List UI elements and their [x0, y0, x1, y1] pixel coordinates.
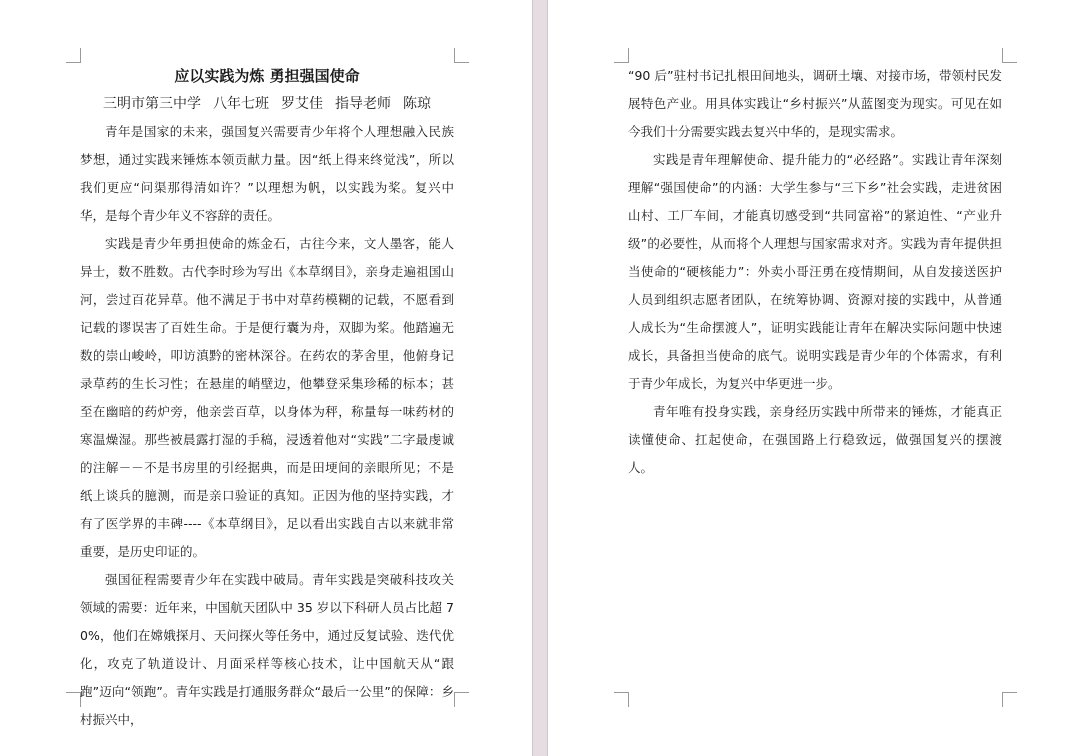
school-name: 三明市第三中学	[103, 96, 201, 112]
class-name: 八年七班	[213, 96, 269, 112]
paragraph-continued: “90 后”驻村书记扎根田间地头，调研土壤、对接市场，带领村民发展特色产业。用具体实践让“乡村振兴”从蓝图变为现实。可见在如今我们十分需要实践去复兴中华的，是现实需求。	[628, 68, 1002, 139]
page-right-content	[628, 62, 1002, 482]
corner-mark-top-left	[66, 48, 81, 63]
corner-mark-bottom-right	[1002, 692, 1017, 707]
corner-mark-bottom-right	[454, 692, 469, 707]
page-left-content	[80, 62, 454, 734]
paragraph: 实践是青年理解使命、提升能力的“必经路”。实践让青年深刻理解“强国使命”的内涵：大学生参与“三下乡”社会实践，走进贫困山村、工厂车间，才能真切感受到“共同富裕”的紧迫性、“产业升级”的必要性，从而将个人理想与国家需求对齐。实践为青年提供担当使命的“硬核能力”：外卖小哥汪勇在疫情期间，从自发接送医护人员到组织志愿者团队，在统筹协调、资源对接的实践中，从普通人成长为“生命摆渡人”，证明实践能让青年在解决实际问题中快速成长，具备担当使命的底气。说明实践是青少年的个体需求，有利于青少年成长，为复兴中华更进一步。	[628, 152, 1002, 391]
page-left	[0, 0, 532, 756]
corner-mark-bottom-left	[66, 692, 81, 707]
paragraph: 实践是青少年勇担使命的炼金石，古往今来，文人墨客，能人异士，数不胜数。古代李时珍为写出《本草纲目》，亲身走遍祖国山河，尝过百花异草。他不满足于书中对草药模糊的记载，不愿看到记载的谬误害了百姓生命。于是便行囊为舟，双脚为桨。他踏遍无数的崇山峻岭，叩访滇黔的密林深谷。在药农的茅舍里，他俯身记录草药的生长习性；在悬崖的峭壁边，他攀登采集珍稀的标本；甚至在幽暗的药炉旁，他亲尝百草，以身体为秤，称量每一味药材的寒温燥湿。那些被晨露打湿的手稿，浸透着他对“实践”二字最虔诚的注解－－不是书房里的引经据典，而是田埂间的亲眼所见；不是纸上谈兵的臆测，而是亲口验证的真知。正因为他的坚持实践，才有了医学界的丰碑----《本草纲目》，足以看出实践自古以来就非常重要，是历史印证的。	[80, 236, 454, 559]
page-gutter	[532, 0, 548, 756]
corner-mark-top-right	[1002, 48, 1017, 63]
paragraph: 强国征程需要青少年在实践中破局。青年实践是突破科技攻关领域的需要：近年来，中国航天团队中 35 岁以下科研人员占比超 70%，他们在嫦娥探月、天问探火等任务中，通过反复试验、迭代优化，攻克了轨道设计、月面采样等核心技术，让中国航天从“跟跑”迈向“领跑”。青年实践是打通服务群众“最后一公里”的保障：乡村振兴中，	[80, 572, 454, 727]
teacher-label: 指导老师	[335, 96, 391, 112]
paragraph: 青年是国家的未来，强国复兴需要青少年将个人理想融入民族梦想，通过实践来锤炼本领贡献力量。因“纸上得来终觉浅”，所以我们更应“问渠那得清如许？”以理想为帆，以实践为桨。复兴中华，是每个青少年义不容辞的责任。	[80, 124, 454, 223]
corner-mark-top-right	[454, 48, 469, 63]
teacher-name: 陈琼	[403, 96, 431, 112]
paragraph: 青年唯有投身实践，亲身经历实践中所带来的锤炼，才能真正读懂使命、扛起使命，在强国路上行稳致远，做强国复兴的摆渡人。	[628, 404, 1002, 475]
page-right	[548, 0, 1080, 756]
author-line	[80, 90, 454, 118]
document-title: 应以实践为炼 勇担强国使命	[174, 67, 360, 85]
corner-mark-top-left	[614, 48, 629, 63]
student-name: 罗艾佳	[281, 96, 323, 112]
corner-mark-bottom-left	[614, 692, 629, 707]
